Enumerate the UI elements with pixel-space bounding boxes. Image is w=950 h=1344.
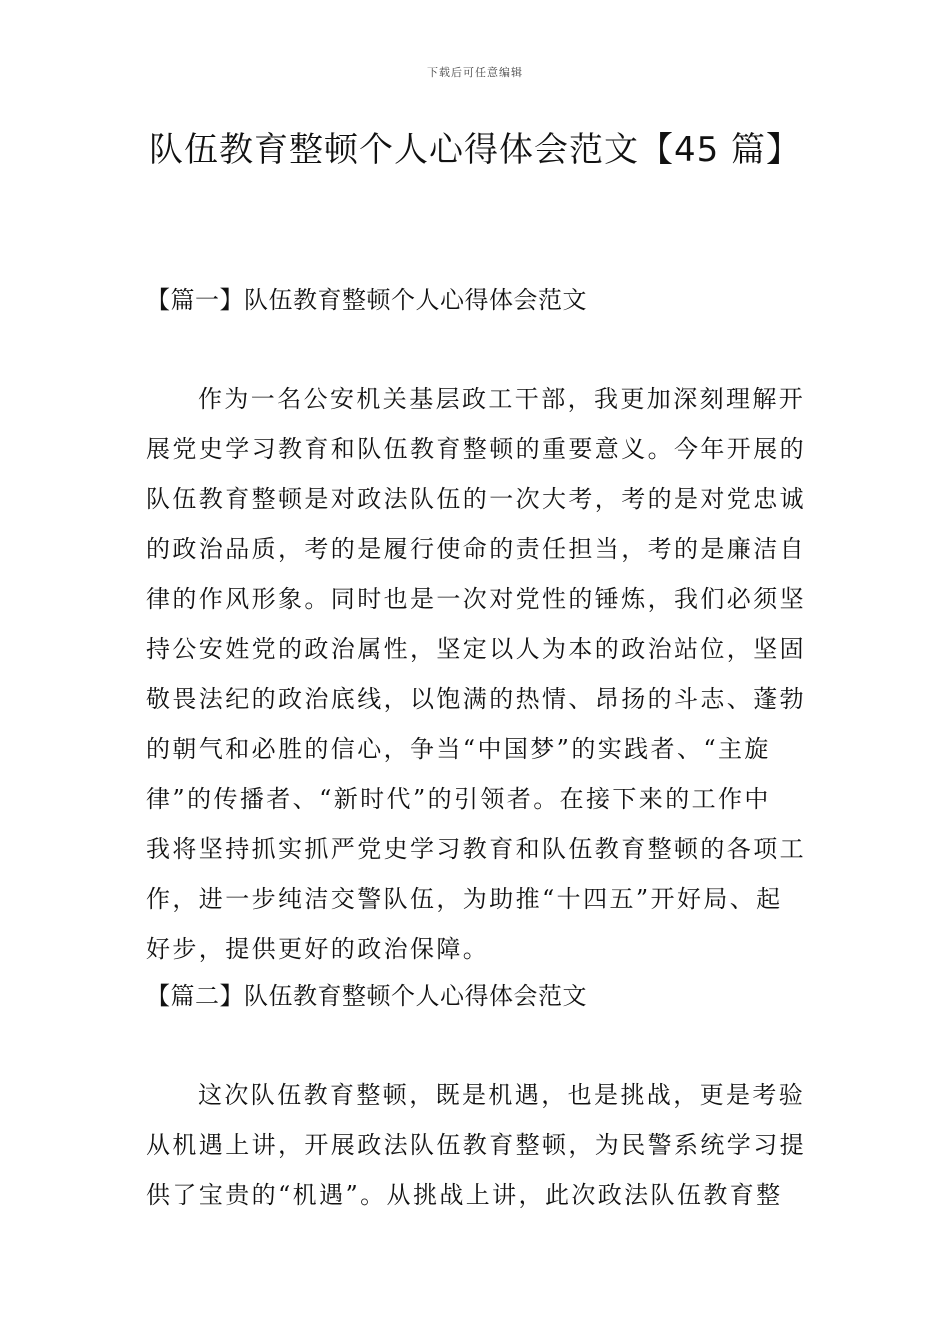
paragraph-line: 的朝气和必胜的信心，争当“中国梦”的实践者、“主旋 xyxy=(146,735,771,763)
paragraph-line: 队伍教育整顿是对政法队伍的一次大考，考的是对党忠诚 xyxy=(146,485,806,513)
paragraph-line: 律”的传播者、“新时代”的引领者。在接下来的工作中 xyxy=(146,785,771,813)
section-heading-1: 【篇一】队伍教育整顿个人心得体会范文 xyxy=(146,286,587,314)
paragraph-line: 展党史学习教育和队伍教育整顿的重要意义。今年开展的 xyxy=(146,435,806,463)
paragraph-line: 从机遇上讲，开展政法队伍教育整顿，为民警系统学习提 xyxy=(146,1131,806,1159)
paragraph-line: 好步，提供更好的政治保障。 xyxy=(146,935,490,963)
paragraph-line: 的政治品质，考的是履行使命的责任担当，考的是廉洁自 xyxy=(146,535,806,563)
paragraph-line: 这次队伍教育整顿，既是机遇，也是挑战，更是考验 xyxy=(198,1081,806,1109)
paragraph-line: 作为一名公安机关基层政工干部，我更加深刻理解开 xyxy=(198,385,806,413)
paragraph-line: 律的作风形象。同时也是一次对党性的锤炼，我们必须坚 xyxy=(146,585,806,613)
document-title: 队伍教育整顿个人心得体会范文【45 篇】 xyxy=(148,130,802,170)
header-note: 下载后可任意编辑 xyxy=(427,66,523,79)
section-2-paragraph xyxy=(146,1070,806,1220)
paragraph-line: 我将坚持抓实抓严党史学习教育和队伍教育整顿的各项工 xyxy=(146,835,806,863)
paragraph-line: 作，进一步纯洁交警队伍，为助推“十四五”开好局、起 xyxy=(146,885,783,913)
paragraph-line: 供了宝贵的“机遇”。从挑战上讲，此次政法队伍教育整 xyxy=(146,1181,783,1209)
paragraph-line: 敬畏法纪的政治底线，以饱满的热情、昂扬的斗志、蓬勃 xyxy=(146,685,806,713)
paragraph-line: 持公安姓党的政治属性，坚定以人为本的政治站位，坚固 xyxy=(146,635,806,663)
section-heading-2: 【篇二】队伍教育整顿个人心得体会范文 xyxy=(146,982,587,1010)
section-1-paragraph xyxy=(146,374,806,974)
